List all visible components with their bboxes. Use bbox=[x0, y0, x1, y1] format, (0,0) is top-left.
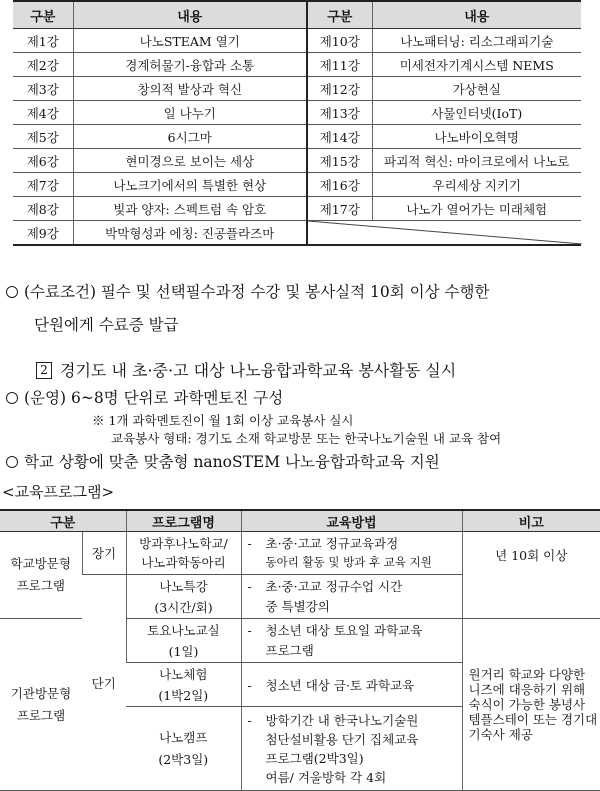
table-row bbox=[13, 77, 581, 101]
lecture-title: 박막형성과 에칭: 진공플라즈마 bbox=[73, 221, 307, 246]
header-content: 내용 bbox=[372, 1, 581, 29]
lecture-number: 제14강 bbox=[307, 125, 372, 149]
lecture-title: 사물인터넷(IoT) bbox=[372, 101, 581, 125]
program-name: 방과후나노학교/ 나노과학동아리 bbox=[126, 532, 241, 575]
circle-bullet-icon bbox=[6, 456, 18, 468]
note-line: 교육봉사 형태: 경기도 소재 학교방문 또는 한국나노기술원 내 교육 참여 bbox=[111, 431, 502, 446]
lecture-number: 제15강 bbox=[307, 149, 372, 173]
table-row bbox=[0, 532, 600, 575]
remark-school: 년 10회 이상 bbox=[462, 532, 600, 619]
lecture-title: 경계허물기-융합과 소통 bbox=[73, 53, 307, 77]
table-row bbox=[13, 101, 581, 125]
lecture-table bbox=[13, 0, 581, 246]
lecture-number: 제1강 bbox=[13, 29, 73, 53]
program-method: - 초·중·고교 정규수업 시간 중 특별강의 bbox=[241, 575, 462, 619]
table-row bbox=[13, 197, 581, 221]
table-row bbox=[13, 125, 581, 149]
lecture-number: 제10강 bbox=[307, 29, 372, 53]
lecture-number: 제6강 bbox=[13, 149, 73, 173]
lecture-number: 제7강 bbox=[13, 173, 73, 197]
lecture-number: 제8강 bbox=[13, 197, 73, 221]
table-row bbox=[13, 149, 581, 173]
program-table-header bbox=[0, 510, 600, 532]
school-visit-category: 학교방문형 프로그램 bbox=[0, 532, 82, 619]
header-remark: 비고 bbox=[462, 510, 600, 532]
lecture-table-header bbox=[13, 1, 581, 29]
lecture-number: 제12강 bbox=[307, 77, 372, 101]
operation-line: (운영) 6~8명 단위로 과학멘토진 구성 bbox=[6, 386, 283, 408]
program-name: 토요나노교실 (1일) bbox=[126, 619, 241, 663]
table-row bbox=[13, 29, 581, 53]
lecture-title: 빛과 양자: 스펙트럼 속 암호 bbox=[73, 197, 307, 221]
program-method: - 초·중·고교 정규교육과정 동아리 활동 및 방과 후 교육 지원 bbox=[241, 532, 462, 575]
program-name: 나노체험 (1박2일) bbox=[126, 663, 241, 707]
section-number-box: 2 bbox=[36, 362, 52, 379]
lecture-number: 제2강 bbox=[13, 53, 73, 77]
table-row bbox=[13, 221, 581, 246]
lecture-title: 현미경으로 보이는 세상 bbox=[73, 149, 307, 173]
lecture-title: 우리세상 지키기 bbox=[372, 173, 581, 197]
header-category: 구분 bbox=[13, 1, 73, 29]
support-line: 학교 상황에 맞춘 맞춤형 nanoSTEM 나노융합과학교육 지원 bbox=[6, 450, 440, 472]
lecture-title: 6시그마 bbox=[73, 125, 307, 149]
lecture-title: 나노STEAM 열기 bbox=[73, 29, 307, 53]
note-line: ※ 1개 과학멘토진이 월 1회 이상 교육봉사 실시 bbox=[92, 413, 354, 428]
lecture-title: 나노바이오혁명 bbox=[372, 125, 581, 149]
program-method: - 청소년 대상 금·토 과학교육 bbox=[241, 663, 462, 707]
lecture-title: 나노패터닝: 리소그래피기술 bbox=[372, 29, 581, 53]
lecture-title: 미세전자기계시스템 NEMS bbox=[372, 53, 581, 77]
short-term-label: 단기 bbox=[82, 575, 126, 791]
header-content: 내용 bbox=[73, 1, 307, 29]
program-method: - 청소년 대상 토요일 과학교육 프로그램 bbox=[241, 619, 462, 663]
program-name: 나노특강 (3시간/회) bbox=[126, 575, 241, 619]
institution-visit-category: 기관방문형 프로그램 bbox=[0, 619, 82, 791]
lecture-number: 제17강 bbox=[307, 197, 372, 221]
lecture-title: 나노크기에서의 특별한 현상 bbox=[73, 173, 307, 197]
lecture-title: 나노가 열어가는 미래체험 bbox=[372, 197, 581, 221]
lecture-number: 제9강 bbox=[13, 221, 73, 246]
table-row bbox=[13, 173, 581, 197]
lecture-number: 제4강 bbox=[13, 101, 73, 125]
circle-bullet-icon bbox=[6, 392, 18, 404]
table-row bbox=[13, 53, 581, 77]
diagonal-line bbox=[308, 221, 582, 244]
program-table bbox=[0, 509, 600, 791]
lecture-title: 가상현실 bbox=[372, 77, 581, 101]
header-method: 교육방법 bbox=[241, 510, 462, 532]
lecture-number: 제11강 bbox=[307, 53, 372, 77]
circle-bullet-icon bbox=[6, 286, 18, 298]
lecture-title: 파괴적 혁신: 마이크로에서 나노로 bbox=[372, 149, 581, 173]
program-name: 나노캠프 (2박3일) bbox=[126, 707, 241, 791]
header-program: 프로그램명 bbox=[126, 510, 241, 532]
lecture-number: 제3강 bbox=[13, 77, 73, 101]
completion-condition: (수료조건) 필수 및 선택필수과정 수강 및 봉사실적 10회 이상 수행한 bbox=[6, 280, 489, 302]
lecture-number: 제13강 bbox=[307, 101, 372, 125]
section-heading: 2 경기도 내 초·중·고 대상 나노융합과학교육 봉사활동 실시 bbox=[36, 358, 456, 381]
empty-diagonal-cell bbox=[307, 221, 581, 246]
header-category: 구분 bbox=[0, 510, 126, 532]
program-method: - 방학기간 내 한국나노기술원 첨단설비활용 단기 집체교육 프로그램(2박3일) 여름/ 겨울방학 각 4회 bbox=[241, 707, 462, 791]
long-term-label: 장기 bbox=[82, 532, 126, 575]
lecture-title: 창의적 발상과 혁신 bbox=[73, 77, 307, 101]
lecture-title: 일 나누기 bbox=[73, 101, 307, 125]
header-category: 구분 bbox=[307, 1, 372, 29]
lecture-number: 제5강 bbox=[13, 125, 73, 149]
remark-institution: 원거리 학교와 다양한 니즈에 대응하기 위해 숙식이 가능한 봉녕사 템플스테이 또는 경기대 기숙사 제공 bbox=[462, 619, 600, 791]
completion-condition-cont: 단원에게 수료증 발급 bbox=[34, 316, 179, 334]
program-caption: <교육프로그램> bbox=[2, 483, 115, 501]
lecture-number: 제16강 bbox=[307, 173, 372, 197]
